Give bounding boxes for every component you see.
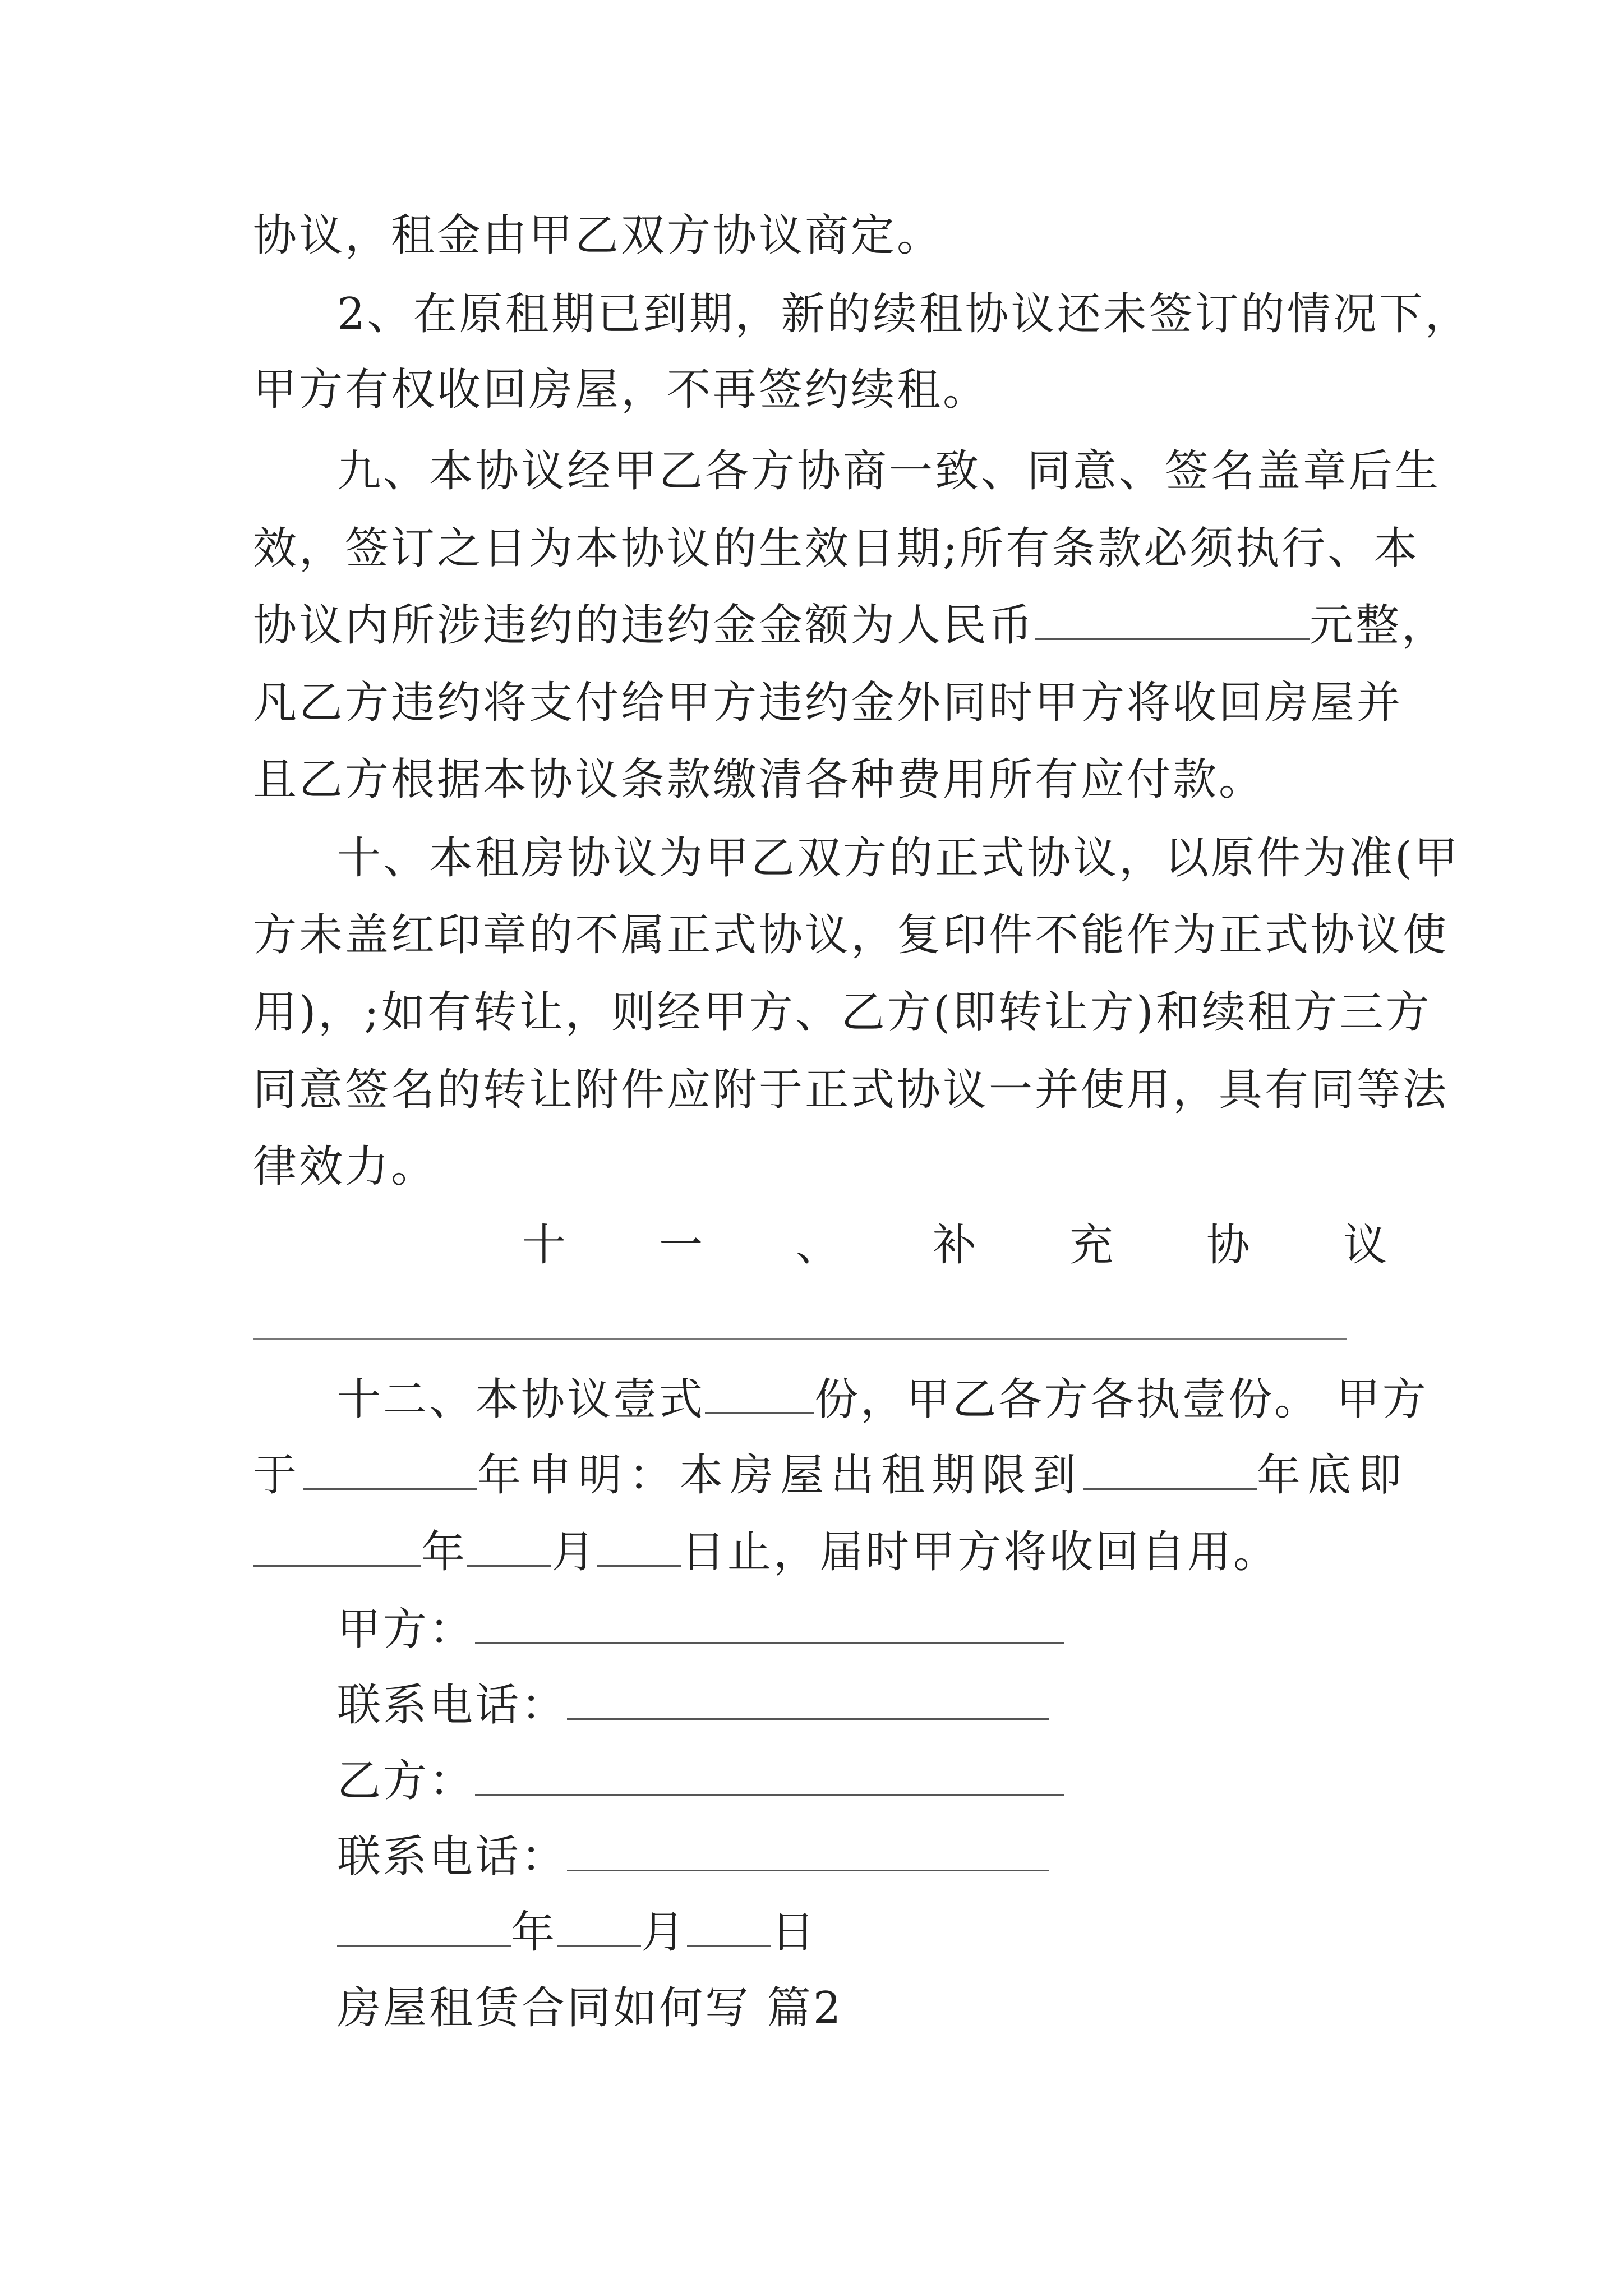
clause-10-line-3: 用)，;如有转让，则经甲方、乙方(即转让方)和续租方三方 [253, 987, 1432, 1038]
clause-12-line-2: 于 年申明：本房屋出租期限到 年底即 [253, 1450, 1409, 1501]
copies-count-blank[interactable] [705, 1373, 814, 1414]
next-section-title: 房屋租赁合同如何写 篇2 [337, 1983, 843, 2033]
clause-9-line-1: 九、本协议经甲乙各方协商一致、同意、签名盖章后生 [337, 446, 1441, 496]
penalty-amount-blank[interactable] [1035, 599, 1310, 640]
signing-date-row: 年 月 日 [337, 1904, 817, 1961]
clause-9-line-5: 且乙方根据本协议条款缴清各种费用所有应付款。 [253, 754, 1265, 805]
clause-12-line-1: 十二、本协议壹式 份，甲乙各方各执壹份。 甲方 [337, 1374, 1428, 1425]
clause-10-line-2: 方未盖红印章的不属正式协议，复印件不能作为正式协议使 [253, 910, 1449, 960]
party-a-phone-field[interactable] [567, 1679, 1049, 1720]
signing-year-blank[interactable] [337, 1906, 511, 1947]
party-a-signature-field[interactable] [475, 1603, 1064, 1644]
paragraph-8-item-2-line-2: 甲方有权收回房屋，不再签约续租。 [253, 365, 989, 415]
party-a-row: 甲方： [337, 1602, 1064, 1658]
declaration-year-blank[interactable] [303, 1449, 477, 1490]
paragraph-8-item-2: 2、在原租期已到期，新的续租协议还未签订的情况下， [337, 289, 1471, 339]
party-b-signature-field[interactable] [475, 1755, 1064, 1796]
clause-10-line-1: 十、本租房协议为甲乙双方的正式协议，以原件为准(甲 [337, 833, 1460, 884]
party-b-phone-row: 联系电话： [337, 1829, 1049, 1885]
end-year-blank[interactable] [253, 1526, 421, 1567]
clause-12-line-3: 年 月 日止，届时甲方将收回自用。 [253, 1524, 1279, 1580]
party-b-row: 乙方： [337, 1753, 1064, 1809]
end-day-blank[interactable] [597, 1526, 681, 1567]
supplementary-agreement-blank-line[interactable] [253, 1338, 1347, 1340]
end-month-blank[interactable] [467, 1526, 551, 1567]
clause-9-line-4: 凡乙方违约将支付给甲方违约金外同时甲方将收回房屋并 [253, 678, 1403, 728]
clause-11-heading: 十 一 、 补 充 协 议 [522, 1220, 1389, 1271]
signing-month-blank[interactable] [557, 1906, 641, 1947]
party-a-phone-row: 联系电话： [337, 1677, 1049, 1733]
clause-9-line-3: 协议内所涉违约的违约金金额为人民币 元整， [253, 600, 1448, 651]
clause-10-line-5: 律效力。 [253, 1142, 437, 1192]
signing-day-blank[interactable] [687, 1906, 771, 1947]
clause-9-line-2: 效，签订之日为本协议的生效日期;所有条款必须执行、本 [253, 523, 1420, 574]
clause-10-line-4: 同意签名的转让附件应附于正式协议一并使用，具有同等法 [253, 1065, 1449, 1115]
paragraph-8-continuation: 协议，租金由甲乙双方协议商定。 [253, 210, 943, 261]
party-b-phone-field[interactable] [567, 1830, 1049, 1871]
lease-end-year-blank[interactable] [1083, 1449, 1257, 1490]
